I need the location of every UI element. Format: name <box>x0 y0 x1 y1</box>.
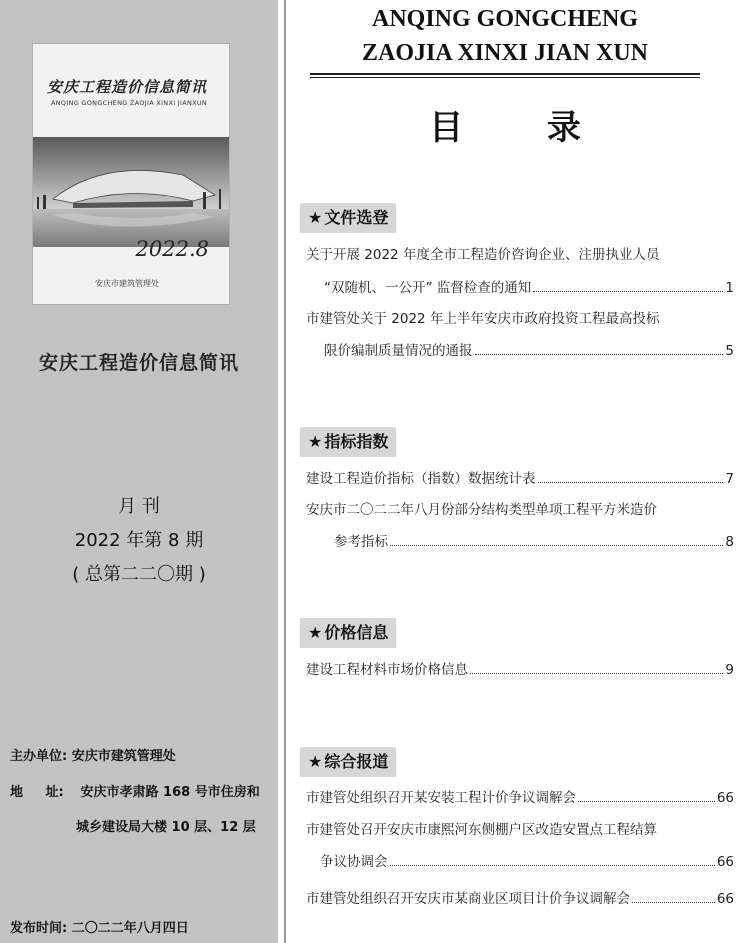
toc-entry-line[interactable]: 市建管处关于 2022 年上半年安庆市政府投资工程最高投标 <box>306 311 660 327</box>
toc-entry-line[interactable]: 关于开展 2022 年度全市工程造价咨询企业、注册执业人员 <box>306 247 660 263</box>
toc-entry[interactable] <box>334 530 734 550</box>
toc-entry-text: 市建管处组织召开某安装工程计价争议调解会 <box>306 790 576 806</box>
toc-entry-text: 争议协调会 <box>320 854 388 870</box>
section-title: 价格信息 <box>324 623 389 642</box>
frequency: 月 刊 <box>118 496 160 517</box>
toc-entry[interactable] <box>324 339 734 359</box>
toc-entry-text: 建设工程造价指标（指数）数据统计表 <box>306 471 536 487</box>
address-line1: 安庆市孝肃路 168 号市住房和 <box>80 785 260 800</box>
leader-dots <box>475 354 724 355</box>
leader-dots <box>390 545 723 546</box>
section-header-indicators <box>300 427 396 457</box>
toc-entry[interactable] <box>306 786 734 806</box>
cover-building-photo <box>33 137 229 247</box>
toc-entry-line[interactable]: 市建管处召开安庆市康熙河东侧棚户区改造安置点工程结算 <box>306 822 657 838</box>
toc-entry-text: 市建管处组织召开安庆市某商业区项目计价争议调解会 <box>306 891 630 907</box>
sponsor-row <box>10 745 176 764</box>
toc-entry-text: “双随机、一公开” 监督检查的通知 <box>324 280 532 296</box>
star-icon: ★ <box>308 623 323 642</box>
page-number: 66 <box>716 790 734 806</box>
star-icon: ★ <box>308 432 323 451</box>
toc-entry-text: 参考指标 <box>334 534 388 550</box>
cover-year: 2022.8 <box>135 237 209 261</box>
toc-entry-text: 建设工程材料市场价格信息 <box>306 662 468 678</box>
leader-dots <box>578 801 715 802</box>
star-icon: ★ <box>308 752 323 771</box>
section-header-prices <box>300 618 396 648</box>
total-issue: ( 总第二二〇期 ) <box>72 564 206 585</box>
issue-number: 2022 年第 8 期 <box>74 530 204 551</box>
toc-title: 目 录 <box>429 108 617 148</box>
toc-entry[interactable] <box>324 276 734 296</box>
address-label: 地 址: <box>10 785 64 800</box>
leader-dots <box>632 902 715 903</box>
cover-subtitle: ANQING GONGCHENG ZAOJIA XINXI JIANXUN <box>51 99 208 107</box>
cover-thumbnail <box>33 44 229 304</box>
sponsor-label: 主办单位: <box>10 749 68 764</box>
leader-dots <box>390 865 715 866</box>
header-title-line2: ZAOJIA XINXI JIAN XUN <box>361 40 649 66</box>
section-title: 指标指数 <box>324 432 389 451</box>
page-number: 66 <box>716 891 734 907</box>
page-number: 5 <box>725 343 734 359</box>
release-date: 二〇二二年八月四日 <box>71 921 189 936</box>
leader-dots <box>533 291 723 292</box>
address-line2: 城乡建设局大楼 10 层、12 层 <box>76 820 256 835</box>
header-rule-top <box>310 73 700 75</box>
toc-entry[interactable] <box>306 467 734 487</box>
publication-name: 安庆工程造价信息简讯 <box>38 352 239 374</box>
toc-entry[interactable] <box>320 850 734 870</box>
leader-dots <box>470 673 723 674</box>
page-number: 9 <box>725 662 734 678</box>
release-row <box>10 917 189 936</box>
star-icon: ★ <box>308 208 323 227</box>
column-divider <box>284 0 286 943</box>
toc-entry[interactable] <box>306 658 734 678</box>
section-header-reports <box>300 747 396 777</box>
page-number: 8 <box>725 534 734 550</box>
toc-entry[interactable] <box>306 887 734 907</box>
section-title: 文件选登 <box>324 208 389 227</box>
header-title-line1: ANQING GONGCHENG <box>371 6 638 32</box>
toc-entry-line[interactable]: 安庆市二〇二二年八月份部分结构类型单项工程平方米造价 <box>306 502 657 518</box>
release-label: 发布时间: <box>10 921 68 936</box>
cover-publisher: 安庆市建筑管理处 <box>95 279 159 288</box>
address-row <box>10 781 260 800</box>
page-number: 1 <box>725 280 734 296</box>
page-number: 66 <box>716 854 734 870</box>
leader-dots <box>538 482 724 483</box>
sponsor-value: 安庆市建筑管理处 <box>71 749 176 764</box>
header-rule-bottom <box>310 77 700 78</box>
cover-title: 安庆工程造价信息简讯 <box>47 78 208 96</box>
section-header-documents <box>300 203 396 233</box>
page-number: 7 <box>725 471 734 487</box>
section-title: 综合报道 <box>324 752 389 771</box>
toc-entry-text: 限价编制质量情况的通报 <box>324 343 473 359</box>
